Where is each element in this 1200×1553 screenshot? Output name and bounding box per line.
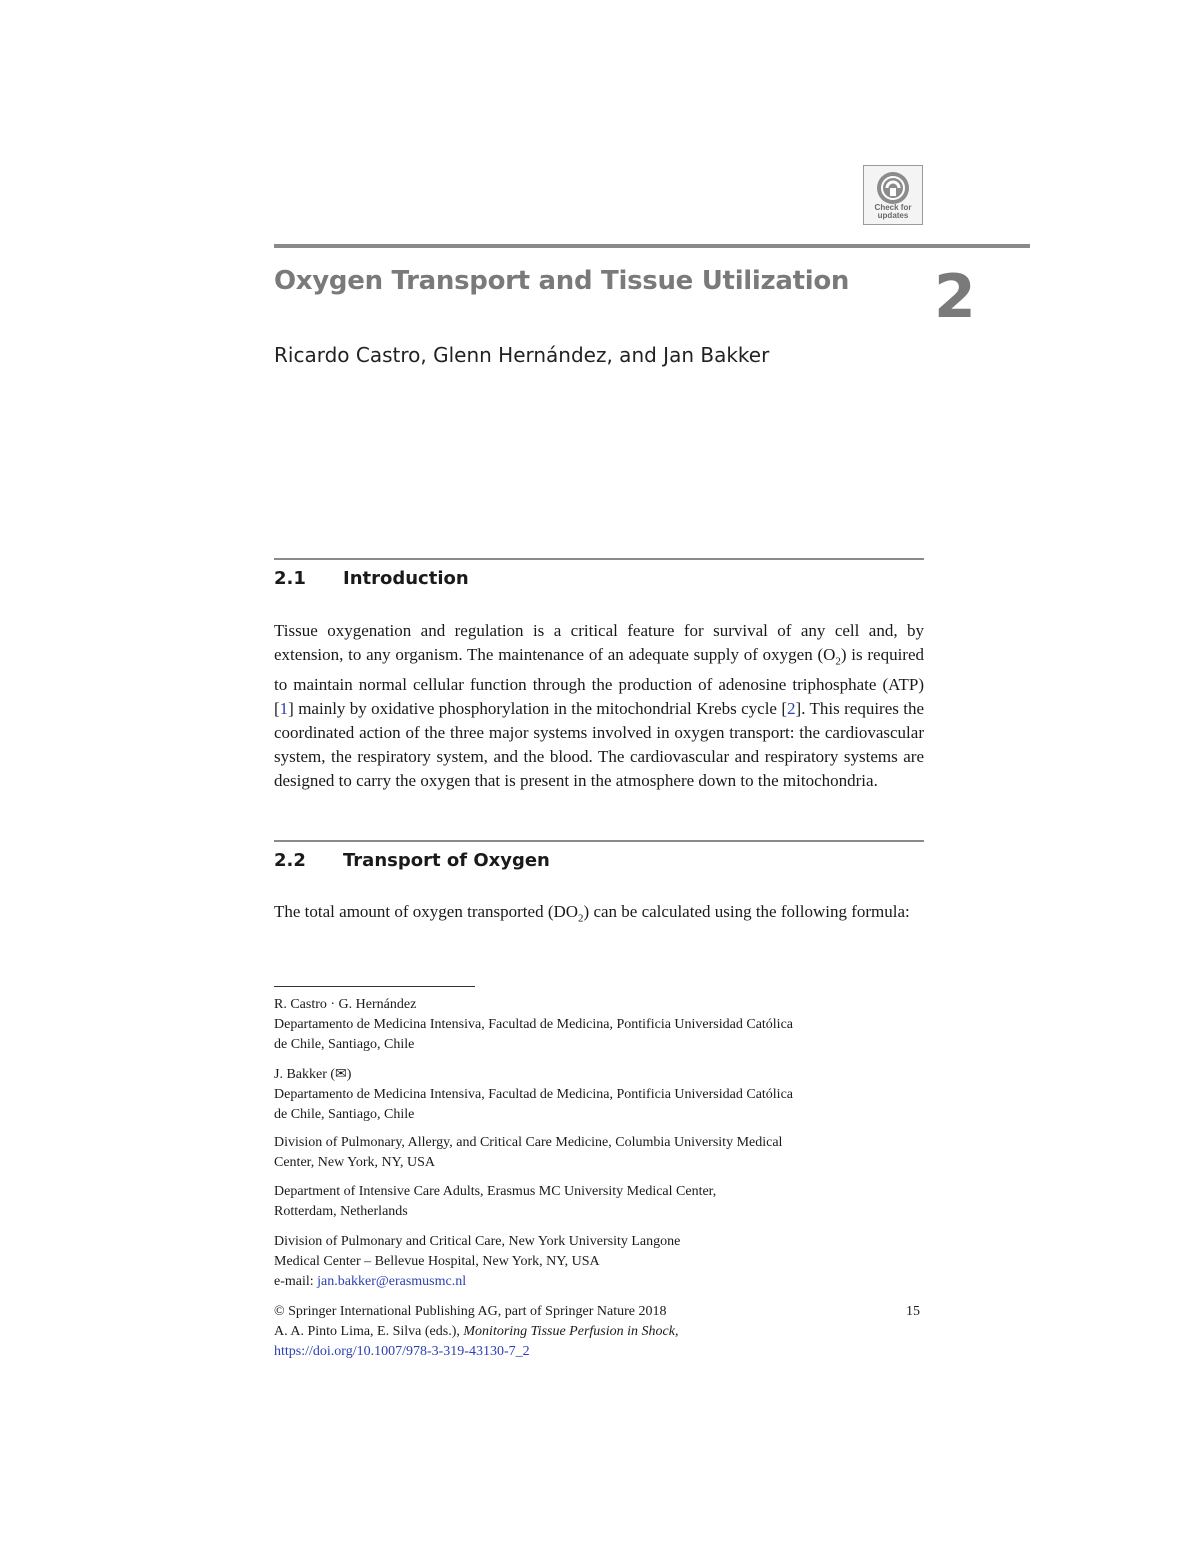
badge-label: Check for updates <box>874 203 912 220</box>
chapter-authors: Ricardo Castro, Glenn Hernández, and Jan Bakker <box>274 343 770 367</box>
affiliation-block-nyu: Division of Pulmonary and Critical Care, New York University Langone Medical Center – Bellevue Hospital, New York, NY, USA e-mail: jan.bakker@erasmusmc.nl <box>274 1234 681 1289</box>
section-heading-introduction <box>274 568 469 589</box>
section-heading-transport <box>274 850 550 871</box>
author-email-link[interactable]: jan.bakker@erasmusmc.nl <box>317 1274 467 1289</box>
doi-link[interactable]: https://doi.org/10.1007/978-3-319-43130-7_2 <box>274 1344 530 1359</box>
affiliation-block-erasmus: Department of Intensive Care Adults, Erasmus MC University Medical Center, Rotterdam, Netherlands <box>274 1184 717 1219</box>
section-number: 2.1 <box>274 568 306 589</box>
section-title: Introduction <box>343 568 469 589</box>
book-title: Monitoring Tissue Perfusion in Shock <box>463 1324 675 1339</box>
check-for-updates-icon <box>876 171 910 205</box>
section-rule-transport <box>274 840 924 842</box>
affiliation-block-castro-hernandez: R. Castro · G. Hernández Departamento de Medicina Intensiva, Facultad de Medicina, Pontificia Universidad Católica de Chile, Santiago, Chile <box>274 997 793 1052</box>
chapter-top-rule <box>274 244 1030 248</box>
introduction-paragraph: Tissue oxygenation and regulation is a critical feature for survival of any cell and, by extension, to any organism. The maintenance of an adequate supply of oxygen $(O_2)$ is required to maintain normal cellular function through the production of adenosine triphosphate (ATP) [1] mainly by oxidative phosphorylation in the mitochondrial Krebs cycle [2]. This requires the coordinated action of the three major systems involved in oxygen transport: the cardiovascular system, the respiratory system, and the blood. The cardiovascular and respiratory systems are designed to carry the oxygen that is present in the atmosphere down to the mitochondria. <box>274 621 925 791</box>
chapter-number: 2 <box>934 262 976 332</box>
page-number: 15 <box>906 1304 920 1319</box>
section-number: 2.2 <box>274 850 306 871</box>
affiliation-block-bakker: J. Bakker (✉) Departamento de Medicina Intensiva, Facultad de Medicina, Pontificia Universidad Católica de Chile, Santiago, Chile <box>274 1067 793 1122</box>
reference-link-2[interactable]: 2 <box>787 699 796 719</box>
chapter-title: Oxygen Transport and Tissue Utilization <box>274 266 850 296</box>
copyright-block: © Springer International Publishing AG, part of Springer Nature 2018 A. A. Pinto Lima, E. Silva (eds.), Monitoring Tissue Perfusion in Shock, https://doi.org/10.1007/978-3-319-43130-7_2 <box>274 1304 679 1359</box>
reference-link-1[interactable]: 1 <box>279 699 289 719</box>
check-for-updates-badge[interactable] <box>863 165 923 225</box>
transport-paragraph: The total amount of oxygen transported $(DO_2)$ can be calculated using the following formula: <box>274 902 910 925</box>
footnote-rule <box>274 986 475 987</box>
section-rule-introduction <box>274 558 924 560</box>
section-title: Transport of Oxygen <box>343 850 550 871</box>
affiliation-block-columbia: Division of Pulmonary, Allergy, and Critical Care Medicine, Columbia University Medical Center, New York, NY, USA <box>274 1135 783 1170</box>
